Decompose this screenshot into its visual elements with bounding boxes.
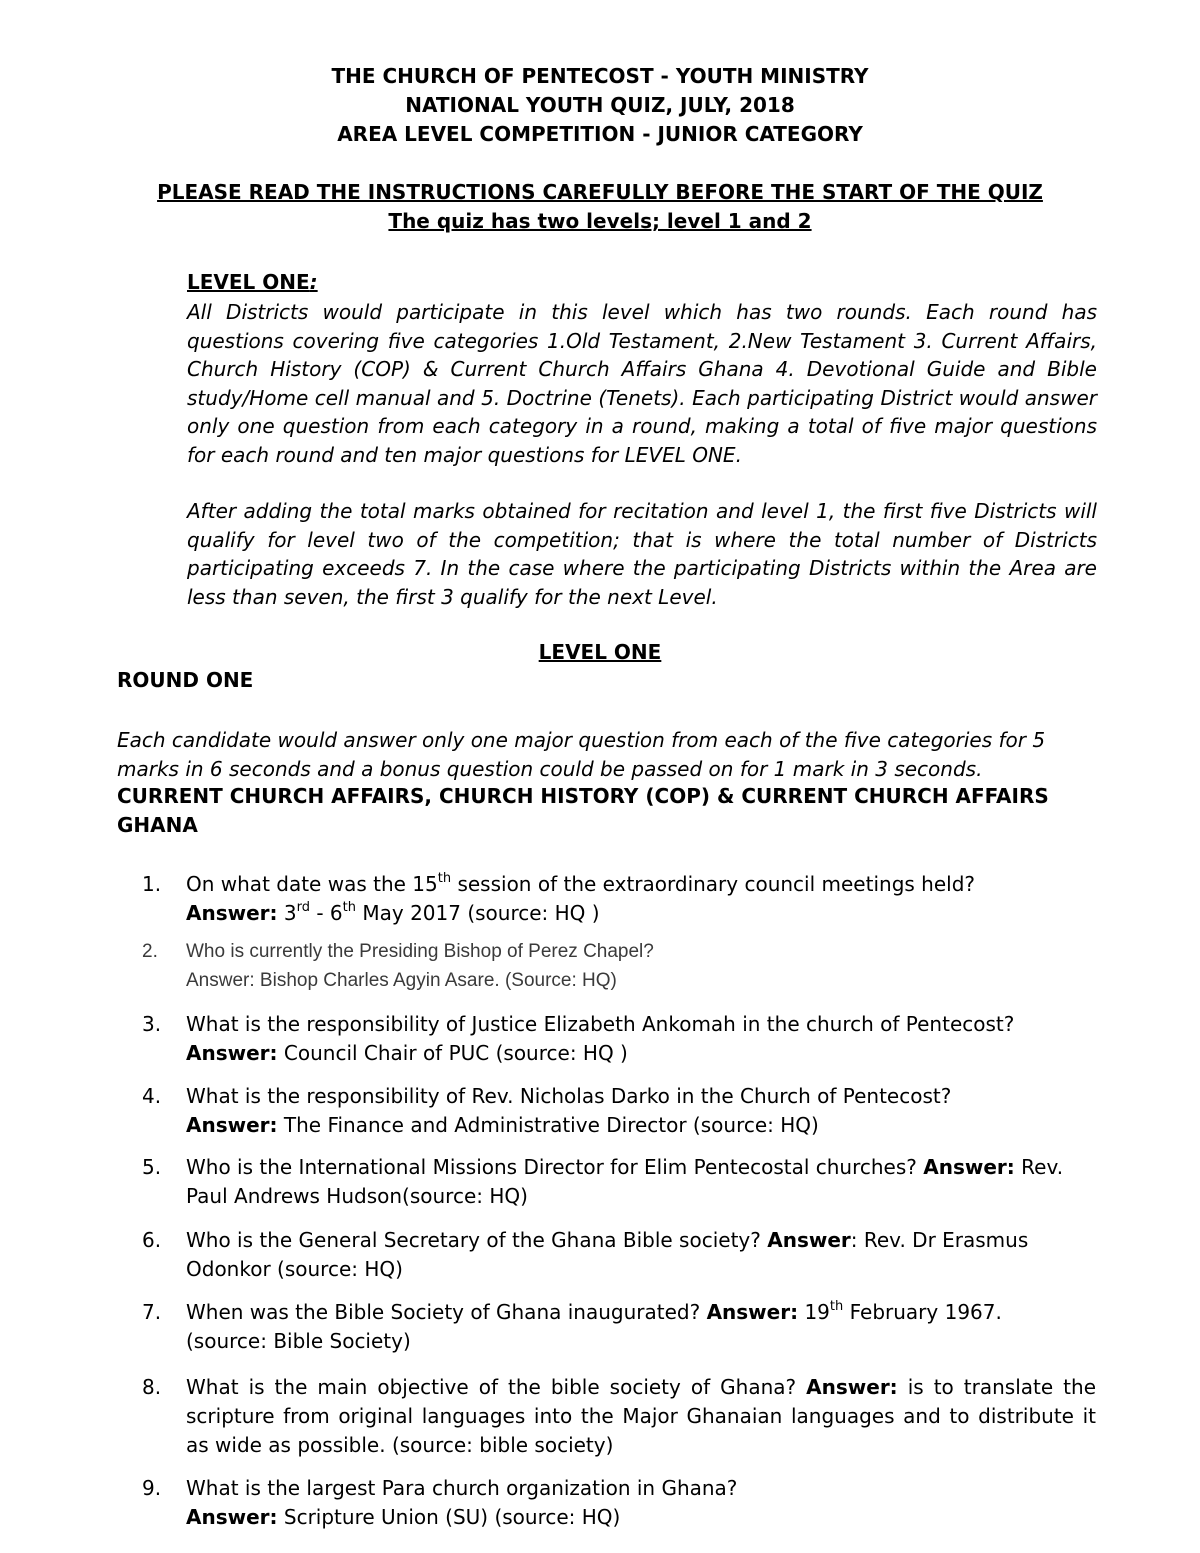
question-1 (142, 870, 1102, 928)
answer-label: Answer: (186, 970, 255, 991)
answer-label: Answer: (806, 1375, 898, 1399)
answer-label: Answer: (923, 1155, 1015, 1179)
header-line-1: THE CHURCH OF PENTECOST - YOUTH MINISTRY (331, 64, 869, 88)
answer-label: Answer: (186, 1113, 278, 1137)
header-line-3: AREA LEVEL COMPETITION - JUNIOR CATEGORY (337, 122, 863, 146)
question-number: 1. (142, 872, 162, 896)
question-number: 3. (142, 1012, 162, 1036)
superscript: th (829, 1299, 844, 1314)
question-text: On what date was the 15 (186, 872, 438, 896)
question-number: 2. (142, 941, 158, 962)
answer-text: Scripture Union (SU) (source: HQ) (277, 1505, 621, 1529)
question-2 (142, 937, 1102, 995)
question-8 (142, 1373, 1102, 1460)
level-one-paragraph-1: All Districts would participate in this level which has two rounds. Each round has questions covering five categories 1.Old Testament, 2.New Testament 3. Current Affairs, Church History (COP) & Current Church Affairs Ghana 4. Devotional Guide and Bible study/Home cell manual and 5. Doctrine (Tenets). Each participating District would answer only one question from each category in a round, making a total of five major questions for each round and ten major questions for LEVEL ONE. (187, 300, 1097, 467)
question-text-cont: session of the extraordinary council meetings held? (451, 872, 976, 896)
question-5 (142, 1153, 1102, 1211)
level-one-intro-heading (187, 270, 318, 294)
answer-text: 19 (798, 1300, 830, 1324)
answer-text: 3 (277, 901, 297, 925)
superscript: th (437, 871, 452, 886)
instructions-title: PLEASE READ THE INSTRUCTIONS CAREFULLY BEFORE THE START OF THE QUIZ (157, 180, 1043, 204)
question-6 (142, 1226, 1102, 1284)
question-4 (142, 1082, 952, 1140)
level-one-intro-heading-text: LEVEL ONE (187, 270, 310, 294)
answer-text: The Finance and Administrative Director (source: HQ) (277, 1113, 819, 1137)
question-number: 5. (142, 1155, 162, 1179)
question-number: 8. (142, 1375, 162, 1399)
answer-label: Answer: (186, 1041, 278, 1065)
superscript: rd (296, 900, 310, 915)
answer-text: Rev. Paul Andrews Hudson(source: HQ) (186, 1155, 1064, 1208)
question-7 (142, 1298, 1102, 1356)
superscript: th (342, 900, 356, 915)
question-text: What is the responsibility of Justice Elizabeth Ankomah in the church of Pentecost? (186, 1012, 1015, 1036)
question-number: 6. (142, 1228, 162, 1252)
answer-label: Answer: (186, 1505, 278, 1529)
answer-label: Answer (767, 1228, 851, 1252)
question-text: When was the Bible Society of Ghana inaugurated? (186, 1300, 701, 1324)
answer-text: Bishop Charles Agyin Asare. (Source: HQ) (254, 970, 617, 991)
category-heading: CURRENT CHURCH AFFAIRS, CHURCH HISTORY (COP) & CURRENT CHURCH AFFAIRS GHANA (117, 784, 1049, 837)
answer-text-cont: February 1967. (source: Bible Society) (186, 1300, 1002, 1353)
answer-label: Answer: (186, 901, 278, 925)
question-number: 4. (142, 1084, 162, 1108)
question-text: What is the responsibility of Rev. Nicholas Darko in the Church of Pentecost? (186, 1084, 952, 1108)
question-text: Who is the General Secretary of the Ghana Bible society? (186, 1228, 761, 1252)
section-heading: LEVEL ONE (538, 640, 662, 664)
answer-label: Answer: (706, 1300, 799, 1324)
level-one-intro-colon: : (309, 270, 318, 294)
instructions-subtitle: The quiz has two levels; level 1 and 2 (388, 209, 812, 233)
round-intro: Each candidate would answer only one major question from each of the five categories for 5 marks in 6 seconds and a bonus question could be passed on for 1 mark in 3 seconds. (117, 728, 1046, 781)
question-number: 9. (142, 1476, 162, 1500)
question-3 (142, 1010, 1102, 1068)
question-number: 7. (142, 1300, 162, 1324)
answer-text-end: May 2017 (source: HQ ) (356, 901, 600, 925)
level-one-paragraph-2: After adding the total marks obtained for recitation and level 1, the first five Districts will qualify for level two of the competition; that is where the total number of Districts participating exceeds 7. In the case where the participating Districts within the Area are less than seven, the first 3 qualify for the next Level. (187, 499, 1097, 609)
question-text: What is the main objective of the bible society of Ghana? (186, 1375, 797, 1399)
header-line-2: NATIONAL YOUTH QUIZ, JULY, 2018 (405, 93, 795, 117)
answer-text: : Rev. Dr Erasmus Odonkor (source: HQ) (186, 1228, 1029, 1281)
round-heading: ROUND ONE (117, 668, 254, 692)
answer-text-cont: - 6 (310, 901, 343, 925)
question-text: Who is currently the Presiding Bishop of Perez Chapel? (186, 941, 654, 962)
answer-text: is to translate the scripture from original languages into the Major Ghanaian languages and to distribute it as wide as possible. (source: bible society) (186, 1375, 1096, 1457)
question-text: Who is the International Missions Director for Elim Pentecostal churches? (186, 1155, 917, 1179)
question-text: What is the largest Para church organization in Ghana? (186, 1476, 738, 1500)
answer-text: Council Chair of PUC (source: HQ ) (277, 1041, 628, 1065)
question-9 (142, 1474, 1102, 1532)
